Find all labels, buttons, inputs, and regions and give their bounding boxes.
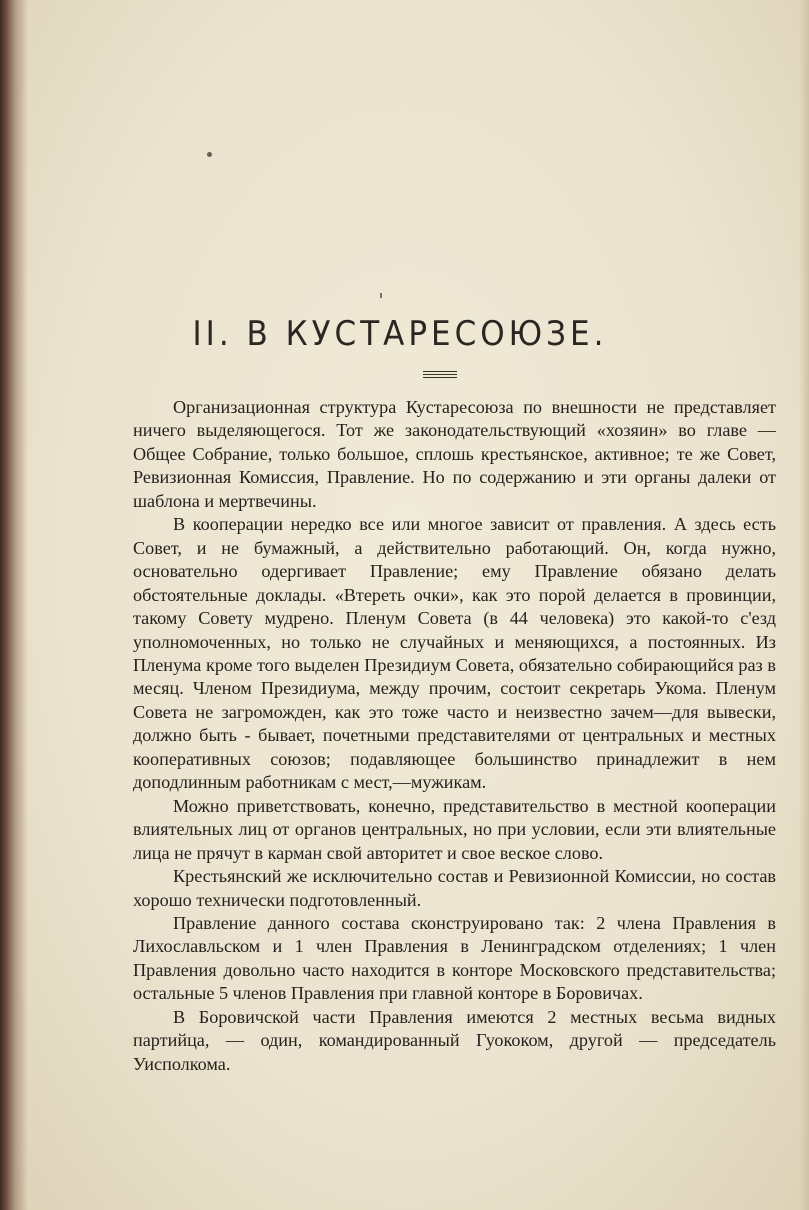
page-edge [799, 0, 809, 1210]
paragraph: Организационная структура Кустаресоюза по внешности не представляет ничего выделяющегося. Тот же законодательствующий «хозяин» во главе — Общее Собрание, только большое, сплошь крестьянское, активное; те же Совет, Ревизионная Комиссия, Правление. Но по содержанию и эти органы далеки от шаблона и мертвечины. [133, 397, 776, 511]
body-text [133, 396, 776, 1076]
paragraph: Можно приветствовать, конечно, представительство в местной кооперации влиятельных лиц от органов центральных, но при условии, если эти влиятельные лица не прячут в карман свой авторитет и свое веское слово. [133, 795, 776, 863]
binding-shadow [0, 0, 28, 1210]
chapter-heading: II. В КУСТАРЕСОЮЗЕ. [192, 314, 608, 354]
ink-speck [207, 152, 212, 157]
paragraph: В Боровичской части Правления имеются 2 местных весьма видных партийца, — один, командированный Гуококом, другой — председатель Уисполкома. [133, 1006, 776, 1074]
paragraph: Крестьянский же исключительно состав и Ревизионной Комиссии, но состав хорошо технически подготовленный. [133, 866, 776, 910]
heading-divider [423, 371, 457, 380]
paragraph: В кооперации нередко все или многое зависит от правления. А здесь есть Совет, и не бумажный, а действительно работающий. Он, когда нужно, основательно одергивает Правление; ему Правление обязано делать обстоятельные доклады. «Втереть очки», как это порой делается в провинции, такому Совету мудрено. Пленум Совета (в 44 человека) это какой-то с'езд уполномоченных, но только не случайных и меняющихся, а постоянных. Из Пленума кроме того выделен Президиум Совета, обязательно собирающийся раз в месяц. Членом Президиума, между прочим, состоит секретарь Укома. Пленум Совета не загроможден, как это тоже часто и неизвестно зачем—для вывески, должно быть - бывает, почетными представителями от центральных и местных кооперативных союзов; подавляющее большинство принадлежит в нем доподлинным работникам с мест,—мужикам. [133, 514, 776, 793]
ink-mark [380, 293, 382, 298]
paragraph: Правление данного состава сконструировано так: 2 члена Правления в Лихославльском и 1 член Правления в Ленинградском отделениях; 1 член Правления довольно часто находится в конторе Московского представительства; остальные 5 членов Правления при главной конторе в Боровичах. [133, 912, 776, 1004]
